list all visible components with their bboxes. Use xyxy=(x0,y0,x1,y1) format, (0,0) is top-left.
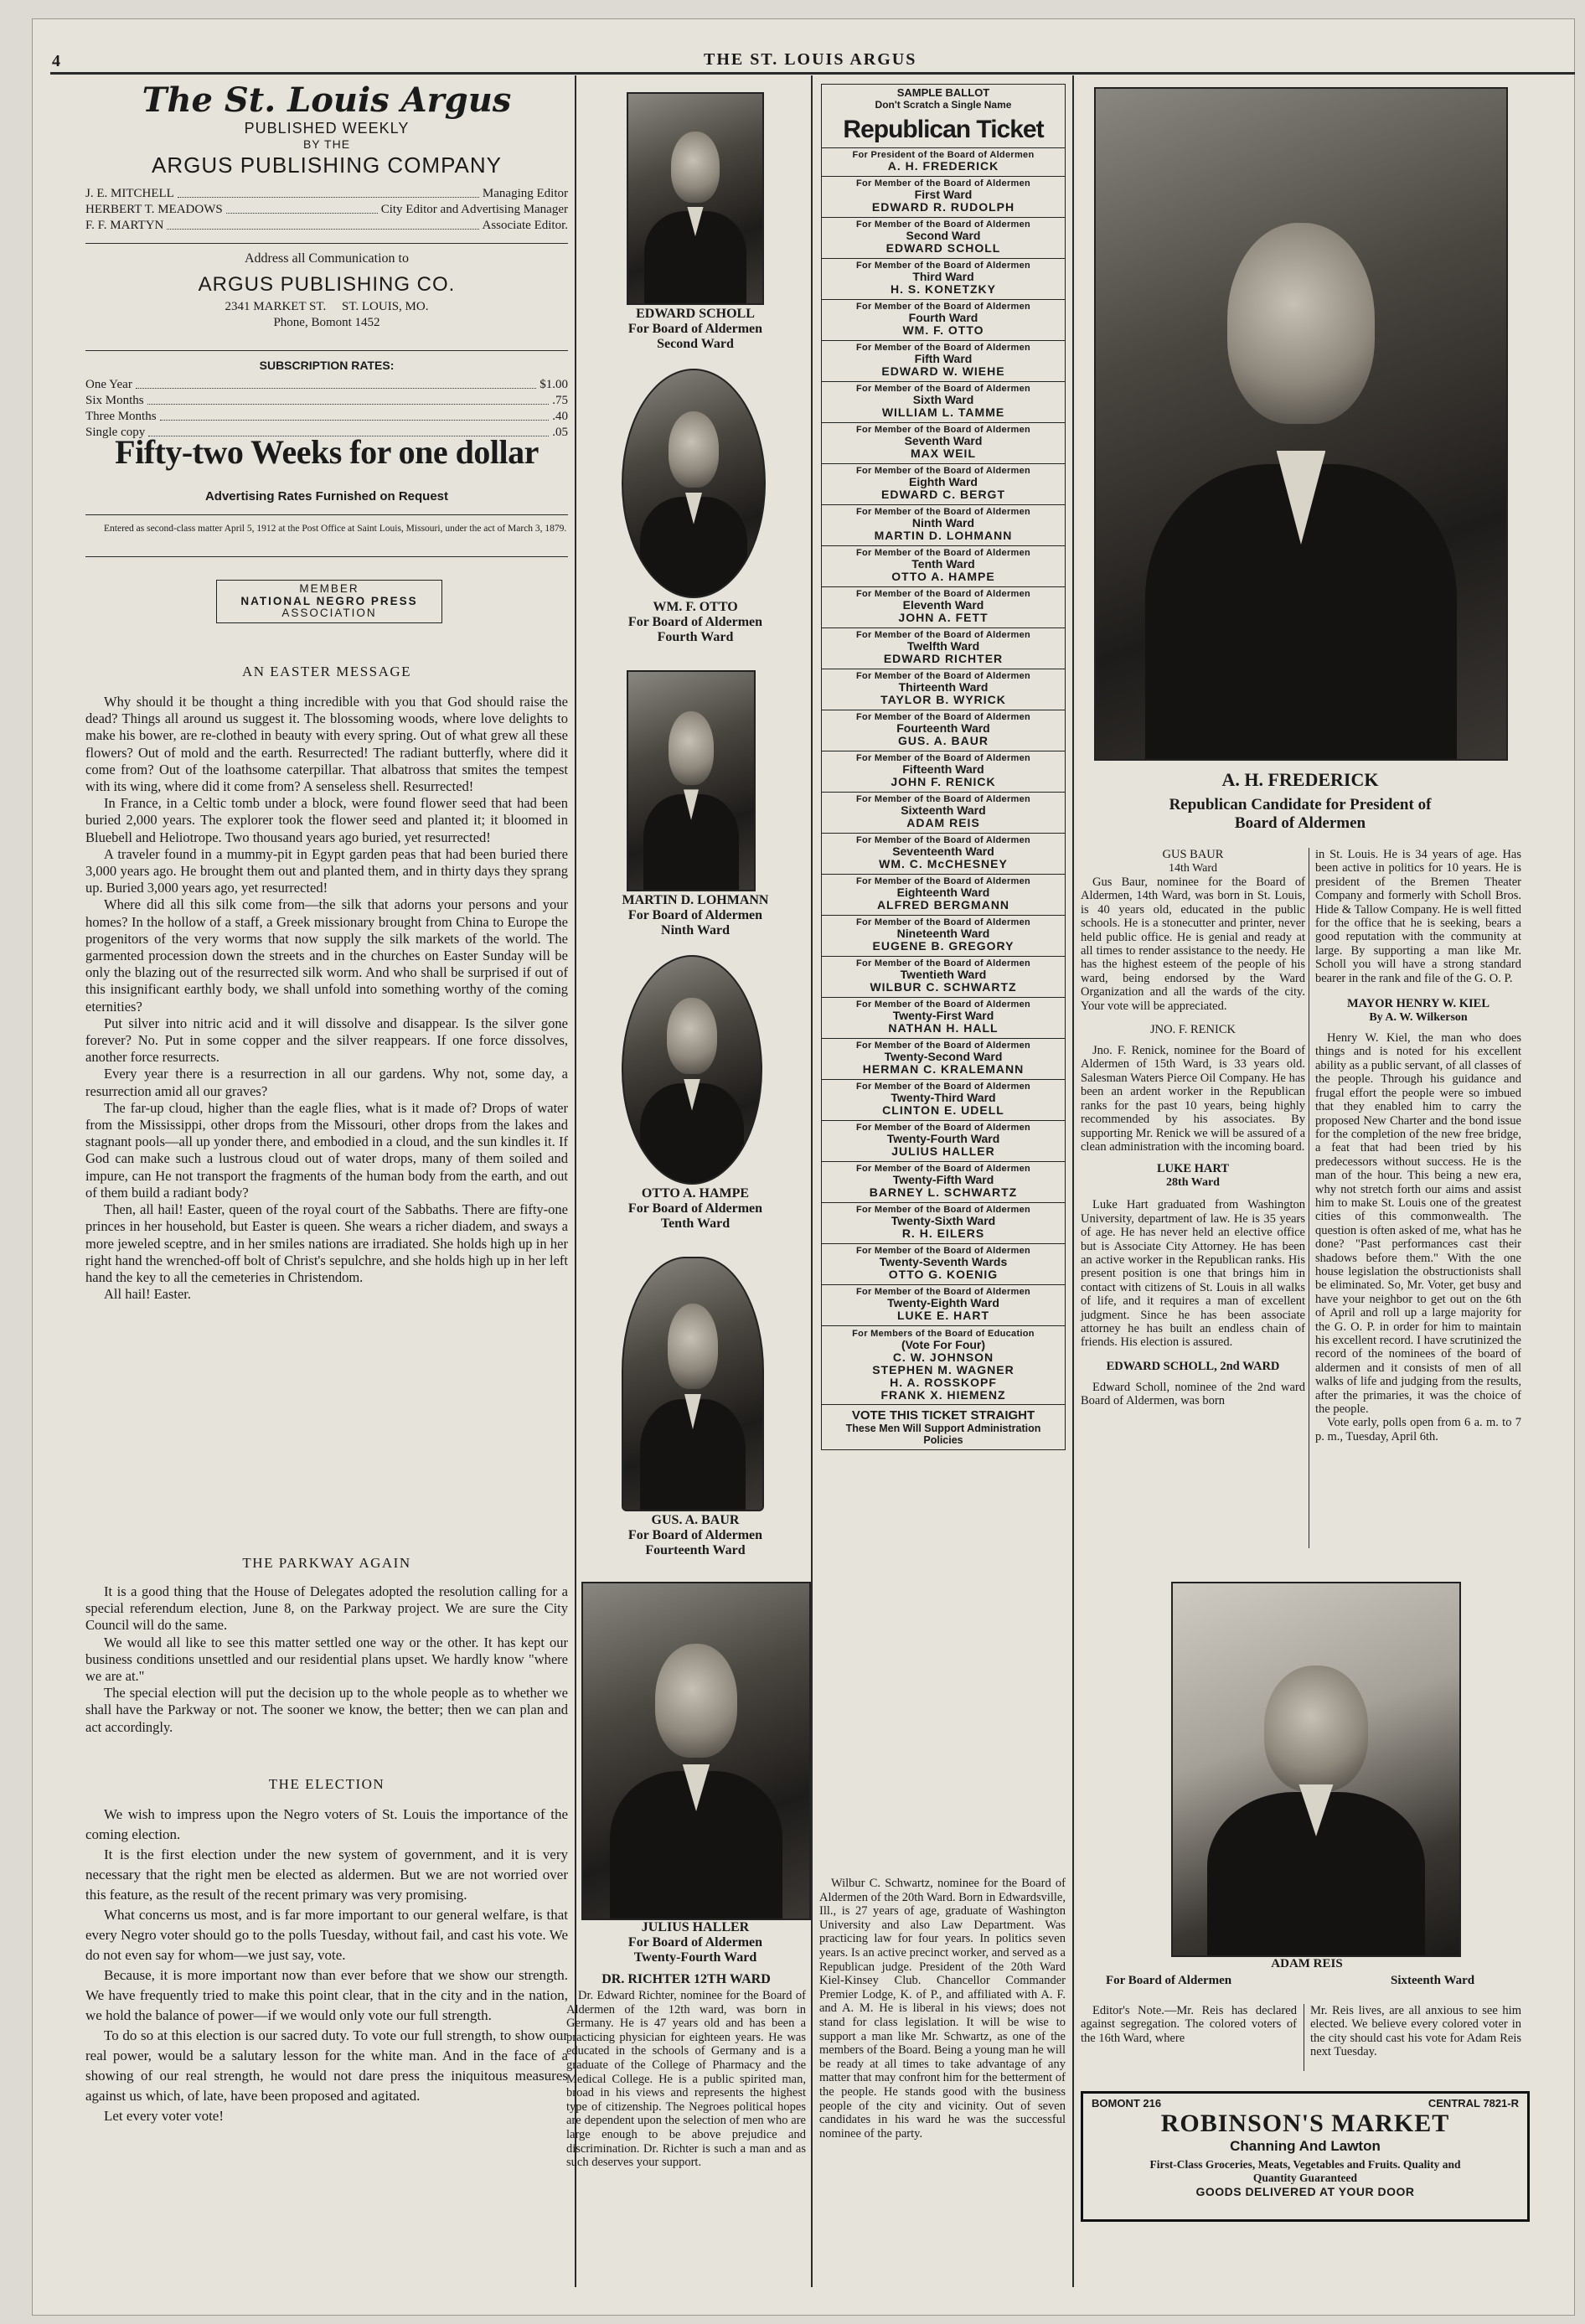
ballot-ward: Fourth Ward xyxy=(908,311,978,324)
ballot-office: For Member of the Board of Aldermen xyxy=(855,384,1031,394)
parkway-title: THE PARKWAY AGAIN xyxy=(242,1555,411,1571)
reis-note-left: Editor's Note.—Mr. Reis has declared against segregation. The colored voters of the 16th Ward, where xyxy=(1081,2004,1297,2045)
robinsons-market-ad: BOMONT 216 CENTRAL 7821-R ROBINSON'S MARKET Channing And Lawton First-Class Groceries, Meats, Vegetables and Fruits. Quality and Quantity Guaranteed GOODS DELIVERED AT YOUR DOOR xyxy=(1081,2091,1530,2222)
election-title: THE ELECTION xyxy=(268,1776,385,1792)
by-line: BY THE xyxy=(302,137,351,151)
ballot-candidate: HERMAN C. KRALEMANN xyxy=(862,1062,1025,1076)
ballot-ward: Twenty-Second Ward xyxy=(884,1050,1003,1063)
divider xyxy=(85,514,568,515)
ballot-entry xyxy=(821,751,1066,793)
photo-gus-baur xyxy=(622,1257,764,1511)
ballot-candidate: R. H. EILERS xyxy=(901,1227,985,1240)
column-rule xyxy=(575,75,576,2287)
ballot-office: For Member of the Board of Aldermen xyxy=(855,261,1031,271)
staff-row: J. E. MITCHELL Managing Editor xyxy=(85,187,568,200)
ballot-entry xyxy=(821,177,1066,218)
rates-heading: SUBSCRIPTION RATES: xyxy=(259,359,395,372)
ballot-entry xyxy=(821,1121,1066,1162)
ballot-ward: Twenty-First Ward xyxy=(892,1009,994,1022)
scholl-title: EDWARD SCHOLL, 2nd WARD xyxy=(1106,1359,1280,1373)
ballot-entry xyxy=(821,998,1066,1039)
ballot-entry xyxy=(821,1285,1066,1326)
ballot-office: For Member of the Board of Aldermen xyxy=(855,425,1031,435)
ballot-candidate: JOHN A. FETT xyxy=(898,611,989,624)
photo-julius-haller xyxy=(581,1582,811,1920)
ballot-ward: First Ward xyxy=(914,188,973,201)
ballot-ward: Thirteenth Ward xyxy=(898,680,989,694)
ballot-office: For Member of the Board of Aldermen xyxy=(855,1164,1031,1174)
ballot-ward: Fifth Ward xyxy=(914,352,973,365)
ballot-ward: Third Ward xyxy=(912,270,974,283)
ballot-candidate: EDWARD W. WIEHE xyxy=(881,364,1005,378)
ballot-office: For Member of the Board of Aldermen xyxy=(855,917,1031,927)
ballot-ward: Fifteenth Ward xyxy=(902,762,984,776)
ballot-office: For Member of the Board of Aldermen xyxy=(855,1041,1031,1051)
subscription-rates xyxy=(85,359,568,441)
ballot-office: For Member of the Board of Aldermen xyxy=(855,671,1031,681)
member-box: MEMBER NATIONAL NEGRO PRESS ASSOCIATION xyxy=(216,580,442,623)
ballot-entry xyxy=(821,1080,1066,1121)
ballot-ward: Twenty-Fourth Ward xyxy=(886,1132,1000,1145)
richter-title: DR. RICHTER 12TH WARD xyxy=(601,1972,771,1986)
ballot-entry xyxy=(821,218,1066,259)
ballot-ward: Sixteenth Ward xyxy=(901,803,986,817)
ad-phone-right: CENTRAL 7821-R xyxy=(1428,2097,1519,2110)
ballot-candidate: MAX WEIL xyxy=(911,447,976,460)
baur-title: GUS BAUR xyxy=(1162,848,1224,861)
photo-martin-lohmann xyxy=(627,670,756,891)
rate-row: Single copy .05 xyxy=(85,426,568,439)
ballot-office: For Member of the Board of Aldermen xyxy=(855,507,1031,517)
ballot-ward: Second Ward xyxy=(906,229,981,242)
sample-ballot xyxy=(821,84,1066,1450)
column-rule xyxy=(811,75,813,2287)
ballot-candidate: LUKE E. HART xyxy=(897,1309,989,1322)
ad-title: ROBINSON'S MARKET xyxy=(1160,2110,1450,2137)
ballot-ward: Eighth Ward xyxy=(909,475,978,488)
running-head: THE ST. LOUIS ARGUS xyxy=(704,50,917,69)
ballot-candidate: WM. F. OTTO xyxy=(902,323,984,337)
ballot-ward: Eleventh Ward xyxy=(902,598,984,612)
easter-title: AN EASTER MESSAGE xyxy=(241,664,412,679)
ballot-candidate: BARNEY L. SCHWARTZ xyxy=(869,1185,1018,1199)
ballot-candidate: ADAM REIS xyxy=(906,816,980,829)
ballot-candidate: CLINTON E. UDELL xyxy=(882,1103,1004,1117)
reis-ward: Sixteenth Ward xyxy=(1391,1974,1475,1987)
staff-list xyxy=(85,186,568,234)
ballot-office: For Member of the Board of Aldermen xyxy=(855,178,1031,189)
ballot-entry xyxy=(821,341,1066,382)
ballot-entries xyxy=(821,148,1066,1326)
ballot-candidate: EDWARD SCHOLL xyxy=(885,241,1001,255)
company-name: ARGUS PUBLISHING COMPANY xyxy=(152,152,502,178)
ballot-office: For Member of the Board of Aldermen xyxy=(855,1123,1031,1133)
ballot-candidate: ALFRED BERGMANN xyxy=(876,898,1010,912)
page-number: 4 xyxy=(52,52,60,70)
sketch-column-right: in St. Louis. He is 34 years of age. Has been active in politics for 10 years. He is president of the Bremen Theater Company and formerly with Scholl Bros. Hide & Tallow Company. He is well fitted for the office that he is seeking, bears a good reputation with the community at large. By supporting a man like Mr. Scholl you will have a strong standard bearer in the rank and file of the G. O. P. MAYOR HENRY W. KIEL By A. W. Wilkerson Henry W. Kiel, the man who does things and is noted for his excellent ability as a public servant, of all classes of the people. Through his guidance and frugal effort the people were so imbued that they enabled him to carry the proposed New Charter and the bond issue for the completion of the new free bridge, a feat that had been tried by his predecessors without success. He is the man of the hour. This being a new era, why not stretch forth our aims and assist him to make St. Louis one of the greatest cities of this commonwealth. The question is often asked of me, what has he done? "Past performances cast their shadows before them." With the one house legislation the obstructionists shall be eliminated. So, Mr. Voter, get busy and have your neighbor to get out on the 6th of April and roll up a large majority for the G. O. P. in order for him to maintain his excellent record. I have scrutinized the record of the nominees of the board of aldermen and it consists of men of all walks of life and judging from the results, after the primaries, it was the choice of the people. Vote early, polls open from 6 a. m. to 7 p. m., Tuesday, April 6th. xyxy=(1315,848,1521,1443)
ballot-entry xyxy=(821,464,1066,505)
rate-row: Six Months .75 xyxy=(85,394,568,407)
ballot-office: For President of the Board of Aldermen xyxy=(852,150,1035,160)
ballot-office: For Member of the Board of Aldermen xyxy=(855,630,1031,640)
ballot-candidate: OTTO A. HAMPE xyxy=(891,570,995,583)
caption-edward-scholl: EDWARD SCHOLL For Board of Aldermen Second Ward xyxy=(627,307,763,351)
ballot-entry xyxy=(821,669,1066,710)
ballot-ward: Twenty-Eighth Ward xyxy=(887,1296,999,1309)
ballot-candidate: EUGENE B. GREGORY xyxy=(872,939,1015,953)
caption-otto-hampe: OTTO A. HAMPE For Board of Aldermen Tenth Ward xyxy=(627,1186,763,1231)
frederick-caption: A. H. FREDERICK Republican Candidate for President of Board of Aldermen xyxy=(1169,769,1432,832)
ballot-entry xyxy=(821,300,1066,341)
address-intro: Address all Communication to xyxy=(245,251,409,266)
ballot-office: For Member of the Board of Aldermen xyxy=(855,466,1031,476)
caption-gus-baur: GUS. A. BAUR For Board of Aldermen Fourteenth Ward xyxy=(627,1513,763,1557)
ballot-entry xyxy=(821,1039,1066,1080)
ballot-ward: Nineteenth Ward xyxy=(896,927,990,940)
top-rule xyxy=(50,72,1575,75)
richter-article: DR. RICHTER 12TH WARD Dr. Edward Richter, nominee for the Board of Aldermen of the 12th ward, was born in Germany. He is 47 years old and has been a practicing physician for eighteen years. He was educated in the schools of Germany and is a graduate of the College of Pharmacy and the Medical College. He is a public spirited man, broad in his views and represents the highest type of citizenship. The Negroes political hopes are dependent upon the selection of men who are large enough to be above prejudice and discrimination. Dr. Richter is such a man and as such deserves your support. xyxy=(566,1972,806,2170)
ballot-candidate: EDWARD C. BERGT xyxy=(881,488,1005,501)
ballot-header: SAMPLE BALLOT Don't Scratch a Single Name Republican Ticket xyxy=(821,84,1066,148)
address-company: ARGUS PUBLISHING CO. xyxy=(198,273,456,296)
ballot-entry xyxy=(821,1162,1066,1203)
kiel-title: MAYOR HENRY W. KIEL xyxy=(1346,997,1490,1011)
ballot-candidate: WILLIAM L. TAMME xyxy=(881,405,1005,419)
ballot-ward: Seventeenth Ward xyxy=(892,844,994,858)
ballot-entry xyxy=(821,382,1066,423)
election-article: THE ELECTION We wish to impress upon the Negro voters of St. Louis the importance of the coming election. It is the first election under the new system of government, and it is very necessary that the right men be elected as aldermen. But we are not worried over this feature, as the result of the recent primary was very promising. What concerns us most, and is far more important to our general welfare, is that every Negro voter should go to the polls Tuesday, without fail, and cast his vote. We do not even say for whom—we just say, vote. Because, it is more important now than ever before that we show our strength. We have frequently tried to make this point clear, that in the city and in the nation, we hold the balance of power—if we would only vote our full strength. To do so at this election is our sacred duty. To vote our full strength, to show our real power, would be a salutary lesson for the white man. And in the face of a showing of our real strength, he would not dare press the iniquitous measures against us which, of late, have been proposed and agitated. Let every voter vote! xyxy=(85,1776,568,2124)
ballot-ward: Seventh Ward xyxy=(904,434,983,447)
slogan: Fifty-two Weeks for one dollar xyxy=(115,433,539,471)
sketch-column-left: GUS BAUR 14th Ward Gus Baur, nominee for the Board of Aldermen, 14th Ward, was born in St. Louis, is 40 years old, educated in the public schools. He is a stonecutter and printer, never held public office. He is genial and ready at all times to render assistance to the needy. He has the highest esteem of the people of his ward, being endorsed by the Ward Organization and all the wards of the city. Your vote will be appreciated. JNO. F. RENICK Jno. F. Renick, nominee for the Board of Aldermen of 15th Ward, is 33 years old. Salesman Waters Pierce Oil Company. He has been an ardent worker in the Republican ranks for the past 10 years, being highly recommended by his associates. By supporting Mr. Renick we will be assured of a clean administration with the incoming board. LUKE HART 28th Ward Luke Hart graduated from Washington University, department of law. He is 35 years of age. He has never held an elective office but is Associate City Attorney. He has been an active worker in the Republican ranks. His present position is one that brings him in contact with citizens of St. Louis in all walks of life, and it requires a man of excellent judgment. Since he has been associate attorney he has built an endless chain of friends. His election is assured. EDWARD SCHOLL, 2nd WARD Edward Scholl, nominee of the 2nd ward Board of Aldermen, was born xyxy=(1081,848,1305,1408)
divider xyxy=(85,556,568,557)
ballot-entry xyxy=(821,1244,1066,1285)
ballot-office: For Member of the Board of Aldermen xyxy=(855,302,1031,312)
education-box: For Members of the Board of Education (Vote For Four) C. W. JOHNSON STEPHEN M. WAGNER H. A. ROSSKOPF FRANK X. HIEMENZ xyxy=(821,1326,1066,1405)
divider xyxy=(85,243,568,244)
ballot-ward: Ninth Ward xyxy=(911,516,975,529)
ballot-office: For Member of the Board of Aldermen xyxy=(855,712,1031,722)
ballot-office: For Member of the Board of Aldermen xyxy=(855,876,1031,886)
ballot-ward: Eighteenth Ward xyxy=(896,886,990,899)
ballot-office: For Member of the Board of Aldermen xyxy=(855,835,1031,845)
ballot-office: For Member of the Board of Aldermen xyxy=(855,1082,1031,1092)
ballot-ward: Fourteenth Ward xyxy=(896,721,990,735)
ballot-office: For Member of the Board of Aldermen xyxy=(855,999,1031,1010)
rate-row: One Year $1.00 xyxy=(85,378,568,391)
ballot-candidate: TAYLOR B. WYRICK xyxy=(880,693,1006,706)
ballot-office: For Member of the Board of Aldermen xyxy=(855,1246,1031,1256)
ballot-office: For Member of the Board of Aldermen xyxy=(855,343,1031,353)
photo-adam-reis xyxy=(1171,1582,1461,1957)
staff-row: HERBERT T. MEADOWS City Editor and Advertising Manager xyxy=(85,203,568,216)
ballot-entry xyxy=(821,1203,1066,1244)
ballot-candidate: H. S. KONETZKY xyxy=(890,282,996,296)
ballot-office: For Member of the Board of Aldermen xyxy=(855,219,1031,230)
ballot-candidate: WILBUR C. SCHWARTZ xyxy=(870,980,1017,994)
advertising-note: Advertising Rates Furnished on Request xyxy=(204,489,449,504)
schwartz-article: Wilbur C. Schwartz, nominee for the Board of Aldermen of the 20th Ward. Born in Edwardsville, Ill., is 27 years of age, graduate of Washington University and also Law Department. Was practicing law for four years. In politics seven years. Is an active precinct worker, and served as a Republican judge. President of the 20th Ward Kiel-Kinsey Club. Chancellor Commander Premier Lodge, K. of P., and affiliated with A. F. and A. M. He is liberal in his views; does not stand for class legislation. It will be wise to support a man like Mr. Schwartz, as one of the members of the Board. Being a young man he will be ready at all times to take advantage of any matter that may confront him for the betterment of the people. He stands good with the business people of the city and vicinity. Out of seven candidates in his ward he was the successful nominee of the party. xyxy=(819,1877,1066,2141)
ballot-candidate: MARTIN D. LOHMANN xyxy=(874,529,1013,542)
ballot-ward: Twentieth Ward xyxy=(900,968,987,981)
ballot-candidate: EDWARD RICHTER xyxy=(883,652,1004,665)
photo-edward-scholl xyxy=(627,92,764,305)
ballot-office: For Member of the Board of Aldermen xyxy=(855,548,1031,558)
ballot-entry xyxy=(821,505,1066,546)
reis-name: ADAM REIS xyxy=(1271,1957,1343,1970)
ballot-entry xyxy=(821,710,1066,751)
ballot-entry xyxy=(821,793,1066,834)
ballot-office: For Member of the Board of Aldermen xyxy=(855,1205,1031,1215)
hart-title: LUKE HART xyxy=(1156,1162,1230,1176)
ballot-entry xyxy=(821,148,1066,177)
ballot-ward: Twenty-Third Ward xyxy=(891,1091,996,1104)
newspaper-title: The St. Louis Argus xyxy=(142,80,512,120)
ballot-entry xyxy=(821,957,1066,998)
ballot-candidate: OTTO G. KOENIG xyxy=(888,1268,999,1281)
ballot-footer: VOTE THIS TICKET STRAIGHT These Men Will Support Administration Policies xyxy=(821,1405,1066,1450)
easter-article: AN EASTER MESSAGE Why should it be thought a thing incredible with you that God should raise the dead? Things all around us suggest it. The blossoming woods, where love delights to make his bower, are re-clothed in beauty with every spring. Out of what grew all these flowers? Out of mold and the earth. Resurrected! The radiant butterfly, where did it come from? Out of the loathsome caterpillar. That albatross that smites the tempest with its wing, where did it come from? A senseless shell. Resurrected! In France, in a Celtic tomb under a block, were found flower seed that had been buried 2,000 years. The explorer took the flower seed and planted it; it bloomed in Bluebell and Heliotrope. Two thousand years ago buried, yet resurrected! A traveler found in a mummy-pit in Egypt garden peas that had been buried there 3,000 years ago. He brought them out and planted them, and in thirty days they sprang up. Buried 3,000 years ago, yet resurrected! Where did all this silk come from—the silk that adorns your persons and your homes? In the hollow of a staff, a Greek missionary brought from China to Europe the progenitors of the very worms that now supply the silk markets of the world. The garmented procession down the streets and in the churches on Easter Sunday will be only the blazing out of the resurrected silk worm. And who shall be surprised if out of this insignificant earthly body, we shall unfold into something worthy of the coming eternities? Put silver into nitric acid and it will dissolve and disappear. Is the silver gone forever? No. Put in some copper and the silver reappears. If one force dissolves, another force resurrects. Every year there is a resurrection in all our gardens. Why not, some day, a resurrection amid all our graves? The far-up cloud, higher than the eagle flies, what is it made of? Drops of water from the Mississippi, other drops from the Missouri, other drops from the lakes and stagnant pools—all up yonder there, and embodied in a cloud, and the sun kindles it. If God can make such a lustrous cloud out of water drops, many of them soiled and impure, can He not transport the fragments of the human body from the earth, and out of them build a radiant body? Then, all hail! Easter, queen of the royal court of the Sabbaths. There are fifty-one princes in her household, but Easter is queen. She wears a richer diadem, and sways a more jeweled sceptre, and in her smiles nations are irradiated. She holds high up in her right hand the wrenched-off bolt of Christ's sepulchre, and she holds high up in her left hand the key to all the cemeteries in Christendom. All hail! Easter. xyxy=(85,664,568,1303)
ballot-entry xyxy=(821,587,1066,628)
ballot-ward: Twenty-Seventh Wards xyxy=(879,1255,1008,1268)
divider xyxy=(85,350,568,351)
ad-phone-left: BOMONT 216 xyxy=(1092,2097,1162,2110)
ballot-entry xyxy=(821,834,1066,875)
ballot-office: For Member of the Board of Aldermen xyxy=(855,958,1031,968)
reis-note-right: Mr. Reis lives, are all anxious to see him elected. We believe every colored voter in the city should cast his vote for Adam Reis next Tuesday. xyxy=(1310,2004,1521,2059)
ballot-entry xyxy=(821,546,1066,587)
ballot-candidate: EDWARD R. RUDOLPH xyxy=(871,200,1015,214)
ballot-entry xyxy=(821,423,1066,464)
ballot-ward: Twenty-Sixth Ward xyxy=(891,1214,996,1227)
ballot-ward: Sixth Ward xyxy=(912,393,974,406)
caption-martin-lohmann: MARTIN D. LOHMANN For Board of Aldermen Ninth Ward xyxy=(622,893,769,937)
parkway-article: THE PARKWAY AGAIN It is a good thing that the House of Delegates adopted the resolution calling for a special referendum election, June 8, on the Parkway project. We are sure the City Council will do the same. We would all like to see this matter settled one way or the other. It has kept our business conditions unsettled and our residential plans upset. We hardly know "where we are at." The special election will put the decision up to the whole people as to whether we shall have the Parkway or not. The sooner we know, the better; then we can plan and act accordingly. xyxy=(85,1555,568,1735)
ballot-ward: Twelfth Ward xyxy=(906,639,980,653)
ballot-entry xyxy=(821,916,1066,957)
ballot-ward: Twenty-Fifth Ward xyxy=(892,1173,994,1186)
ballot-candidate: WM. C. McCHESNEY xyxy=(879,857,1008,870)
address-block xyxy=(84,251,570,330)
ballot-office: For Member of the Board of Aldermen xyxy=(855,1287,1031,1297)
ballot-office: For Member of the Board of Aldermen xyxy=(855,753,1031,763)
ballot-ward: Tenth Ward xyxy=(911,557,975,571)
photo-otto-hampe xyxy=(622,955,762,1185)
masthead xyxy=(84,80,570,178)
ballot-entry xyxy=(821,628,1066,669)
ballot-office: For Member of the Board of Aldermen xyxy=(855,794,1031,804)
ballot-candidate: GUS. A. BAUR xyxy=(898,734,989,747)
renick-title: JNO. F. RENICK xyxy=(1150,1023,1236,1037)
staff-row: F. F. MARTYN Associate Editor. xyxy=(85,219,568,232)
column-rule xyxy=(1072,75,1074,2287)
caption-julius-haller: JULIUS HALLER For Board of Aldermen Twenty-Fourth Ward xyxy=(627,1920,763,1965)
ballot-candidate: JULIUS HALLER xyxy=(891,1144,995,1158)
ballot-office: For Member of the Board of Aldermen xyxy=(855,589,1031,599)
ballot-candidate: A. H. FREDERICK xyxy=(887,159,999,173)
ad-location: Channing And Lawton xyxy=(1230,2138,1381,2154)
entered-notice: Entered as second-class matter April 5, 1912 at the Post Office at Saint Louis, Missouri, under the act of March 3, 1879. xyxy=(104,524,567,534)
rate-row: Three Months .40 xyxy=(85,410,568,423)
ballot-title: Republican Ticket xyxy=(843,116,1044,143)
ballot-candidate: JOHN F. RENICK xyxy=(891,775,996,788)
ballot-candidate: NATHAN H. HALL xyxy=(888,1021,999,1035)
ballot-entry xyxy=(821,259,1066,300)
photo-a-h-frederick xyxy=(1094,87,1508,761)
phone-line: Phone, Bomont 1452 xyxy=(273,316,380,329)
address-street: 2341 MARKET ST. ST. LOUIS, MO. xyxy=(225,300,429,313)
published-line: PUBLISHED WEEKLY xyxy=(244,120,410,137)
caption-wm-f-otto: WM. F. OTTO For Board of Aldermen Fourth Ward xyxy=(627,600,763,644)
reis-for: For Board of Aldermen xyxy=(1106,1974,1232,1987)
photo-wm-f-otto xyxy=(622,369,766,598)
ballot-entry xyxy=(821,875,1066,916)
